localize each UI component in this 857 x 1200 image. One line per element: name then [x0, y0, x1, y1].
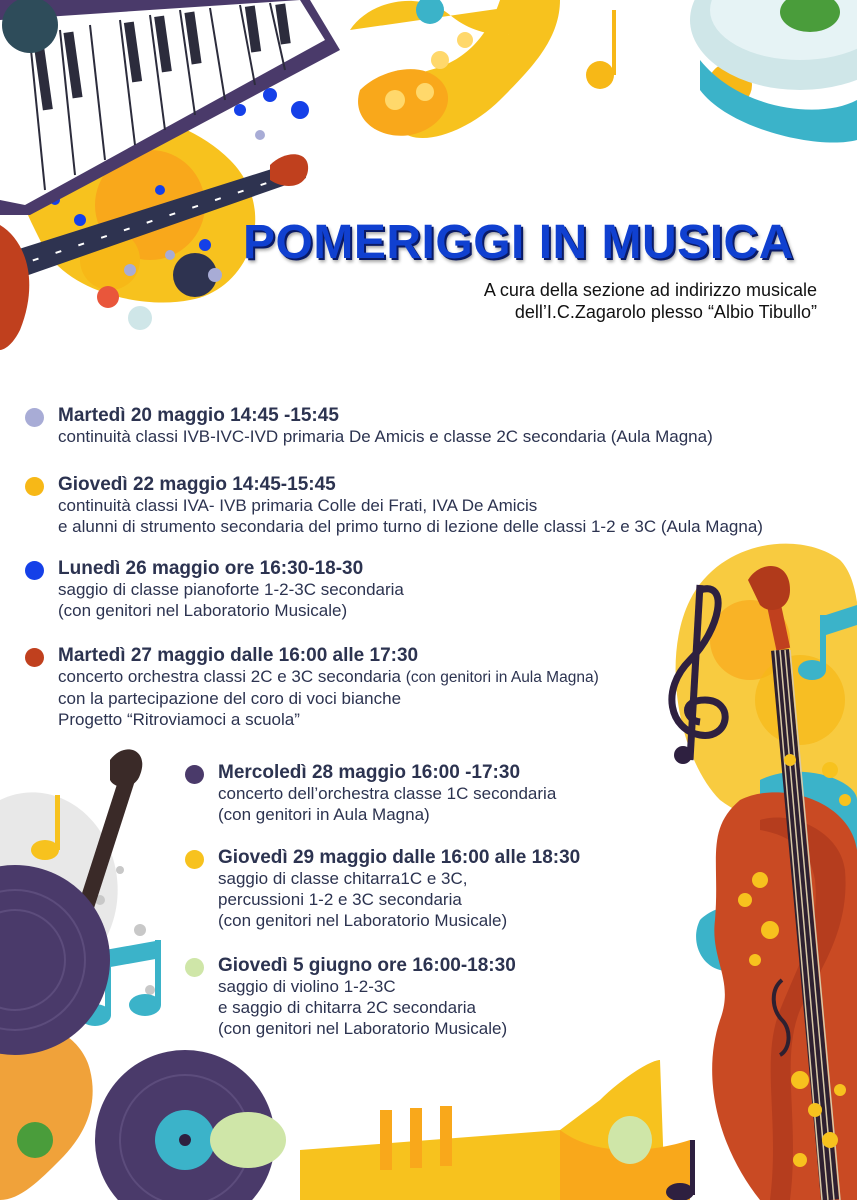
subtitle	[484, 279, 817, 323]
event-item	[58, 405, 713, 447]
bullet-dot	[185, 850, 204, 869]
event-item	[58, 645, 599, 730]
event-description: e saggio di chitarra 2C secondaria	[218, 998, 476, 1017]
event-description: e alunni di strumento secondaria del primo turno di lezione delle classi 1-2 e 3C (Aula Magna)	[58, 517, 763, 536]
bullet-dot	[185, 765, 204, 784]
event-item	[218, 847, 580, 931]
event-date: Giovedì 22 maggio 14:45-15:45	[58, 474, 336, 495]
bullet-dot	[25, 561, 44, 580]
event-description: (con genitori in Aula Magna)	[218, 805, 430, 824]
event-item	[58, 474, 763, 537]
event-description: saggio di violino 1-2-3C	[218, 977, 396, 996]
bullet-dot	[25, 477, 44, 496]
event-description: continuità classi IVB-IVC-IVD primaria De Amicis e classe 2C secondaria (Aula Magna)	[58, 427, 713, 446]
event-date: Giovedì 29 maggio dalle 16:00 alle 18:30	[218, 847, 581, 868]
event-description: (con genitori nel Laboratorio Musicale)	[218, 911, 508, 930]
bullet-dot	[185, 958, 204, 977]
event-description: con la partecipazione del coro di voci bianche	[58, 689, 402, 708]
subtitle-line-2: dell’I.C.Zagarolo plesso “Albio Tibullo”	[514, 302, 817, 322]
page-title: POMERIGGI IN MUSICA	[243, 216, 794, 269]
event-description: (con genitori nel Laboratorio Musicale)	[58, 601, 348, 620]
event-description-note: (con genitori in Aula Magna)	[405, 669, 599, 686]
event-item	[218, 762, 556, 825]
subtitle-line-1: A cura della sezione ad indirizzo musicale	[483, 280, 817, 300]
event-description: percussioni 1-2 e 3C secondaria	[218, 890, 462, 909]
event-date: Lunedì 26 maggio ore 16:30-18-30	[58, 558, 364, 579]
event-description: concerto dell’orchestra classe 1C secondaria	[218, 784, 557, 803]
bullet-dot	[25, 648, 44, 667]
event-date: Mercoledì 28 maggio 16:00 -17:30	[218, 762, 521, 783]
event-description: (con genitori nel Laboratorio Musicale)	[218, 1019, 508, 1038]
event-item	[218, 955, 516, 1039]
event-description-main: concerto orchestra classi 2C e 3C secondaria	[58, 667, 401, 686]
event-description: saggio di classe chitarra1C e 3C,	[218, 869, 468, 888]
bullet-dot	[25, 408, 44, 427]
trumpet-illustration	[300, 1060, 695, 1200]
event-description	[58, 666, 599, 688]
event-date: Martedì 20 maggio 14:45 -15:45	[58, 405, 339, 426]
event-date: Martedì 27 maggio dalle 16:00 alle 17:30	[58, 645, 419, 666]
event-description: continuità classi IVA- IVB primaria Colle dei Frati, IVA De Amicis	[58, 496, 538, 515]
event-date: Giovedì 5 giugno ore 16:00-18:30	[218, 955, 516, 976]
event-description: Progetto “Ritroviamoci a scuola”	[58, 710, 300, 729]
event-description: saggio di classe pianoforte 1-2-3C secondaria	[58, 580, 404, 599]
event-item	[58, 558, 404, 621]
